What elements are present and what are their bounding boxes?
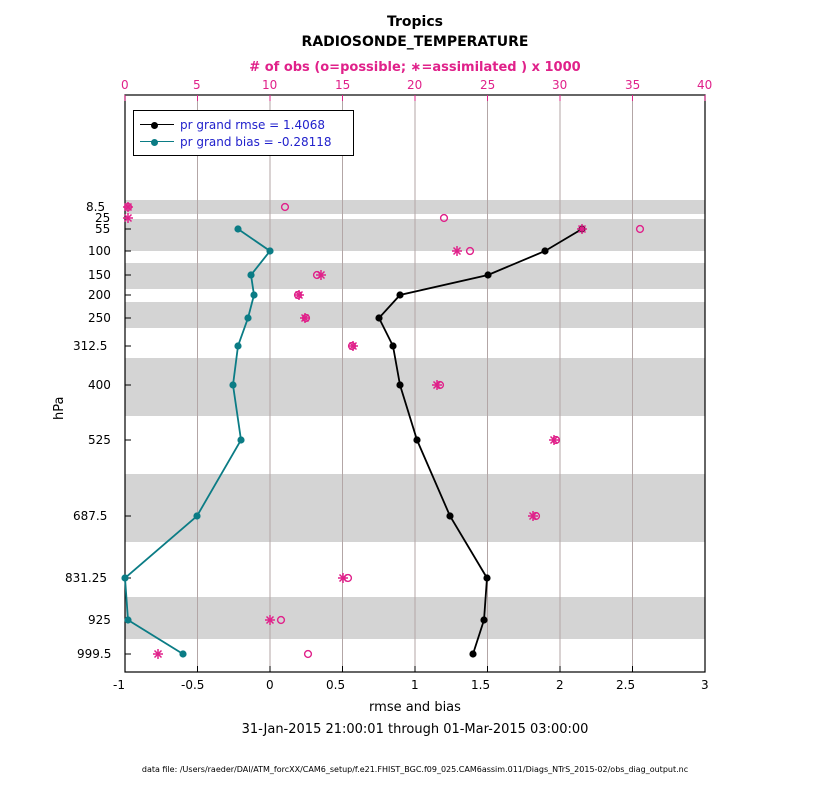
x-tick--0.5: -0.5 [181, 678, 205, 692]
x-tick--1: -1 [113, 678, 125, 692]
time-range-caption: 31-Jan-2015 21:00:01 through 01-Mar-2015 03:00:00 [241, 722, 589, 737]
top-axis-title: # of obs (o=possible; ∗=assimilated ) x 1000 [249, 60, 581, 75]
y-tick-525: 525 [88, 433, 111, 447]
y-tick-312.5: 312.5 [73, 339, 108, 353]
x-tick-2.5: 2.5 [616, 678, 636, 692]
legend-line-rmse [140, 124, 174, 125]
y-axis-label: hPa [52, 396, 67, 420]
y-tick-8.5: 8.5 [86, 200, 106, 214]
legend-item-rmse [140, 116, 345, 133]
legend-item-bias [140, 133, 345, 150]
top-tick-35: 35 [625, 78, 641, 92]
top-tick-0: 0 [121, 78, 129, 92]
top-tick-30: 30 [552, 78, 568, 92]
x-axis-label: rmse and bias [369, 700, 461, 715]
x-tick-3: 3 [701, 678, 709, 692]
y-tick-150: 150 [88, 268, 111, 282]
top-tick-40: 40 [697, 78, 713, 92]
chart-subtitle: RADIOSONDE_TEMPERATURE [301, 34, 529, 50]
top-tick-15: 15 [335, 78, 351, 92]
y-tick-55: 55 [95, 222, 111, 236]
y-tick-250: 250 [88, 311, 111, 325]
top-tick-10: 10 [262, 78, 278, 92]
y-tick-100: 100 [88, 244, 111, 258]
y-tick-25: 25 [95, 211, 111, 225]
y-tick-687.5: 687.5 [73, 509, 108, 523]
y-tick-925: 925 [88, 613, 111, 627]
top-tick-20: 20 [407, 78, 423, 92]
x-tick-0.5: 0.5 [326, 678, 346, 692]
x-tick-1: 1 [411, 678, 419, 692]
legend-label-bias: pr grand bias = -0.28118 [180, 134, 332, 149]
y-tick-831.25: 831.25 [65, 571, 107, 585]
x-tick-2: 2 [556, 678, 564, 692]
legend [133, 110, 354, 156]
chart-title-region: Tropics [387, 14, 443, 30]
y-tick-999.5: 999.5 [77, 647, 112, 661]
y-tick-200: 200 [88, 288, 111, 302]
x-tick-0: 0 [266, 678, 274, 692]
top-tick-5: 5 [193, 78, 201, 92]
top-tick-25: 25 [480, 78, 496, 92]
legend-label-rmse: pr grand rmse = 1.4068 [180, 117, 326, 132]
legend-line-bias [140, 141, 174, 142]
data-file-note: data file: /Users/raeder/DAI/ATM_forcXX/CAM6_setup/f.e21.FHIST_BGC.f09_025.CAM6assim.011/Diags_NTrS_2015-02/obs_diag_output.nc [141, 765, 689, 774]
y-tick-400: 400 [88, 378, 111, 392]
x-tick-1.5: 1.5 [471, 678, 491, 692]
